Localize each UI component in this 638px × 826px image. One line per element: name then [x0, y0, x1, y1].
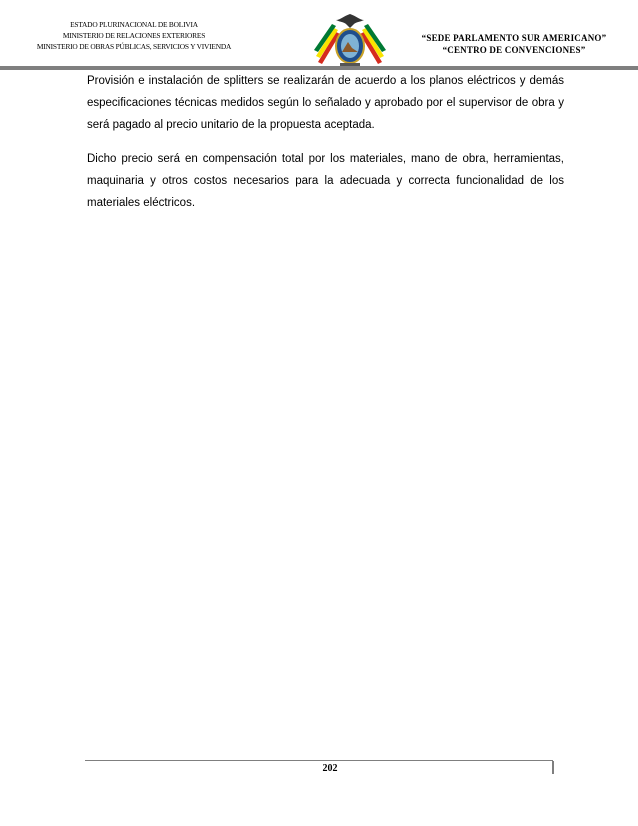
project-name: “SEDE PARLAMENTO SUR AMERICANO”	[421, 33, 607, 43]
footer-divider	[85, 760, 553, 761]
header-institution-block	[0, 19, 268, 52]
paragraph-splitters-installation: Provisión e instalación de splitters se realizarán de acuerdo a los planos eléctricos y demás especificaciones técnicas medidos según lo señalado y aprobado por el supervisor de obra y será pagado al precio unitario de la propuesta aceptada.	[87, 75, 564, 131]
header-project-title	[398, 32, 630, 56]
header-ministry-public-works: MINISTERIO DE OBRAS PÚBLICAS, SERVICIOS Y VIVIENDA	[36, 42, 232, 51]
paragraph-price-compensation: Dicho precio será en compensación total por los materiales, mano de obra, herramientas, maquinaria y otros costos necesarios para la adecuada y correcta funcionalidad de los materiales eléctricos.	[87, 153, 564, 209]
header-state-name: ESTADO PLURINACIONAL DE BOLIVIA	[70, 20, 198, 29]
bolivia-coat-of-arms-icon	[314, 12, 386, 70]
footer-divider-tick	[552, 761, 554, 774]
page-number: 202	[322, 763, 338, 774]
header-ministry-foreign-affairs: MINISTERIO DE RELACIONES EXTERIORES	[62, 31, 206, 40]
project-subtitle: “CENTRO DE CONVENCIONES”	[442, 45, 586, 55]
